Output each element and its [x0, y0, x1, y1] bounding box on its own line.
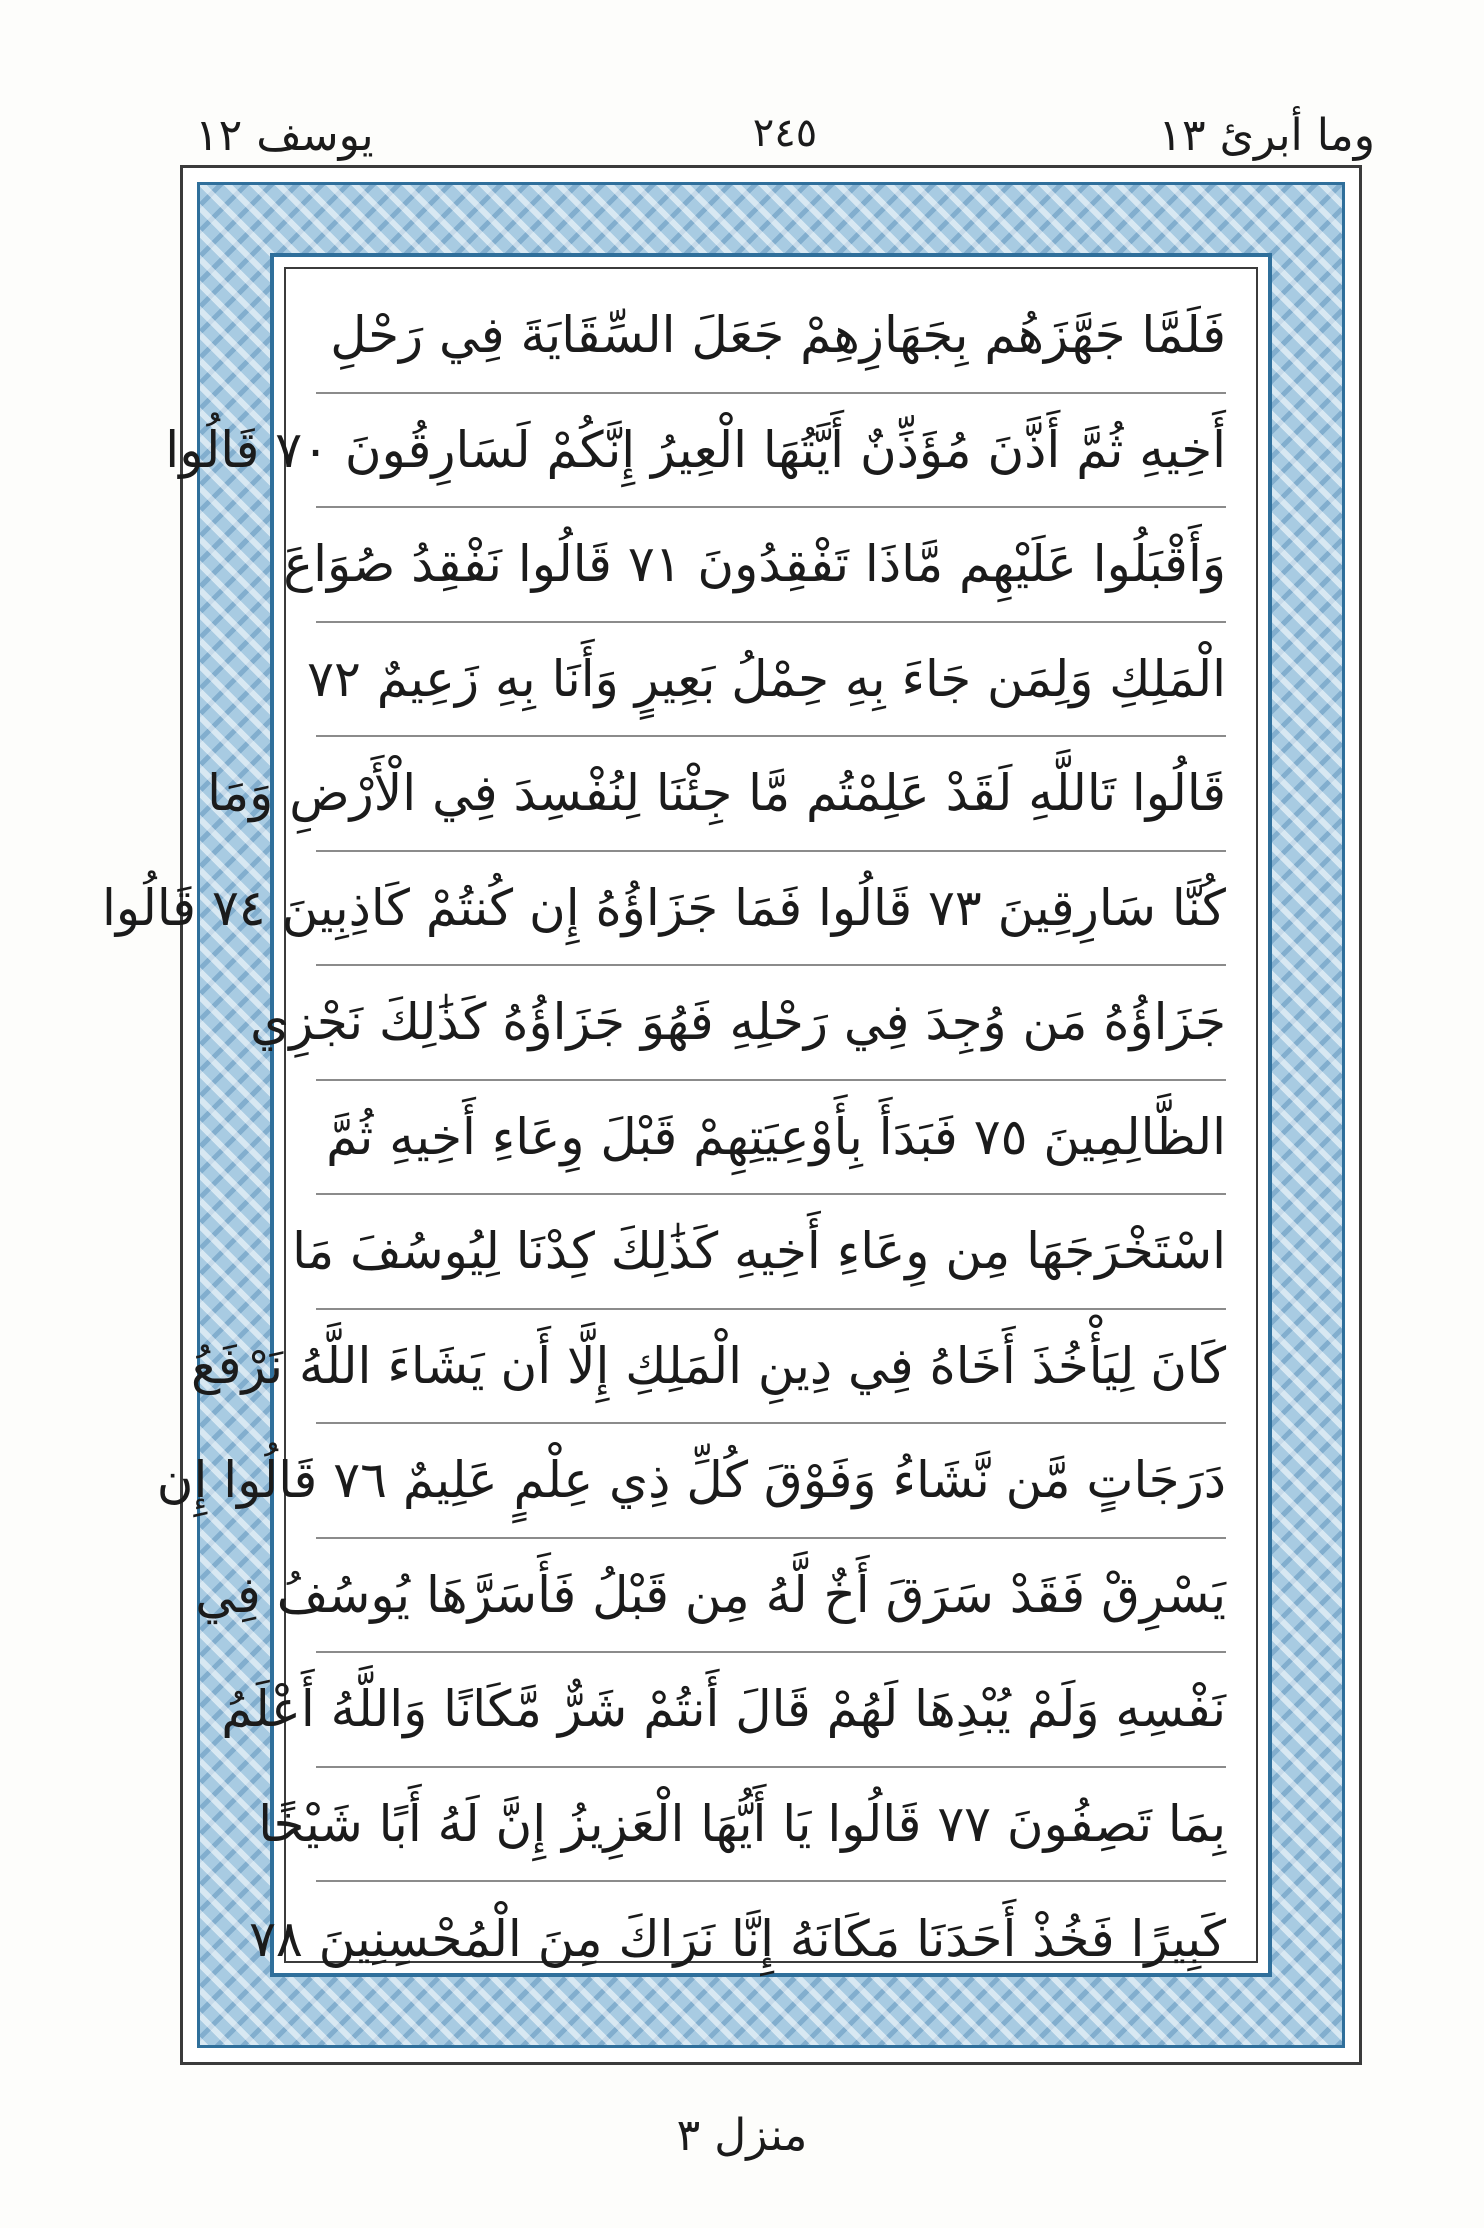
verse-line: فَلَمَّا جَهَّزَهُم بِجَهَازِهِمْ جَعَلَ السِّقَايَةَ فِي رَحْلِ: [316, 279, 1226, 394]
juz-name: وما أبرئ ١٣: [1158, 110, 1375, 161]
verse-line: بِمَا تَصِفُونَ ٧٧ قَالُوا يَا أَيُّهَا الْعَزِيزُ إِنَّ لَهُ أَبًا شَيْخًا: [316, 1768, 1226, 1883]
verse-line: قَالُوا تَاللَّهِ لَقَدْ عَلِمْتُم مَّا جِئْنَا لِنُفْسِدَ فِي الْأَرْضِ وَمَا: [316, 737, 1226, 852]
decorative-border: [101, 182, 1345, 2048]
verse-line: كَانَ لِيَأْخُذَ أَخَاهُ فِي دِينِ الْمَلِكِ إِلَّا أَن يَشَاءَ اللَّهُ نَرْفَعُ: [316, 1310, 1226, 1425]
verse-line: الْمَلِكِ وَلِمَن جَاءَ بِهِ حِمْلُ بَعِيرٍ وَأَنَا بِهِ زَعِيمٌ ٧٢: [316, 623, 1226, 738]
verse-line: أَخِيهِ ثُمَّ أَذَّنَ مُؤَذِّنٌ أَيَّتُهَا الْعِيرُ إِنَّكُمْ لَسَارِقُونَ ٧٠ قَالُوا: [316, 394, 1226, 509]
verse-lines: [101, 279, 1226, 1997]
surah-name: يوسف ١٢: [195, 110, 374, 161]
verse-line: وَأَقْبَلُوا عَلَيْهِم مَّاذَا تَفْقِدُونَ ٧١ قَالُوا نَفْقِدُ صُوَاعَ: [316, 508, 1226, 623]
verse-line: الظَّالِمِينَ ٧٥ فَبَدَأَ بِأَوْعِيَتِهِمْ قَبْلَ وِعَاءِ أَخِيهِ ثُمَّ: [316, 1081, 1226, 1196]
text-panel: [101, 253, 1272, 1977]
verse-line: يَسْرِقْ فَقَدْ سَرَقَ أَخٌ لَّهُ مِن قَبْلُ فَأَسَرَّهَا يُوسُفُ فِي: [316, 1539, 1226, 1654]
verse-line: دَرَجَاتٍ مَّن نَّشَاءُ وَفَوْقَ كُلِّ ذِي عِلْمٍ عَلِيمٌ ٧٦ قَالُوا إِن: [316, 1424, 1226, 1539]
verse-line: كُنَّا سَارِقِينَ ٧٣ قَالُوا فَمَا جَزَاؤُهُ إِن كُنتُمْ كَاذِبِينَ ٧٤ قَالُوا: [316, 852, 1226, 967]
verse-line: نَفْسِهِ وَلَمْ يُبْدِهَا لَهُمْ قَالَ أَنتُمْ شَرٌّ مَّكَانًا وَاللَّهُ أَعْلَمُ: [316, 1653, 1226, 1768]
text-panel-inner: [101, 267, 1258, 1969]
verse-line: جَزَاؤُهُ مَن وُجِدَ فِي رَحْلِهِ فَهُوَ جَزَاؤُهُ كَذَٰلِكَ نَجْزِي: [316, 966, 1226, 1081]
page-number: ٢٤٥: [752, 110, 818, 156]
verse-line: كَبِيرًا فَخُذْ أَحَدَنَا مَكَانَهُ إِنَّا نَرَاكَ مِنَ الْمُحْسِنِينَ ٧٨: [249, 1910, 1226, 1969]
page-frame: [101, 165, 1362, 2065]
page-header: [185, 100, 1385, 160]
manzil-footer: منزل ٣: [676, 2110, 808, 2161]
verse-line: اسْتَخْرَجَهَا مِن وِعَاءِ أَخِيهِ كَذَٰلِكَ كِدْنَا لِيُوسُفَ مَا: [316, 1195, 1226, 1310]
